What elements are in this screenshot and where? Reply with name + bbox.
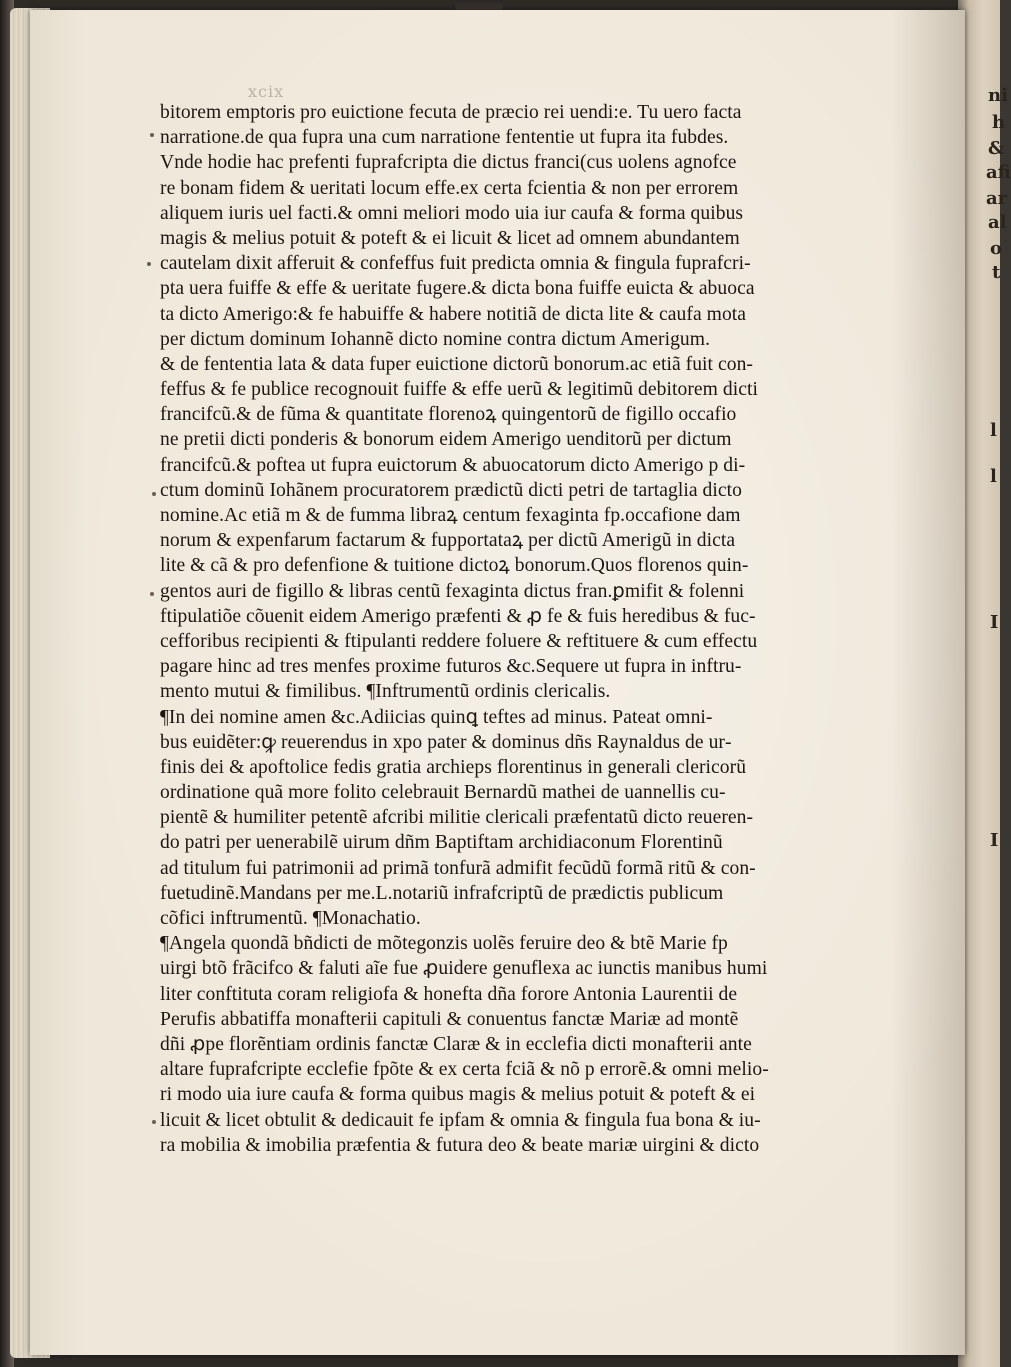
text-line: altare fuprafcripte ecclefie fpõte & ex certa fciã & nõ p errorẽ.& omni melio‑ <box>160 1059 769 1081</box>
text-line: bitorem emptoris pro euictione fecuta de prӕcio rei uendi:e. Tu uero facta <box>160 102 742 123</box>
text-line: ra mobilia & imobilia prӕfentia & futura deo & beate mariӕ uirgini & dicto <box>160 1134 760 1156</box>
body-text <box>160 100 905 1158</box>
text-line: do patri per uenerabilẽ uirum dñm Baptiftam archidiaconum Florentinũ <box>160 832 723 854</box>
facing-glyph: I <box>990 830 999 851</box>
text-line: finis dei & apoftolice fedis gratia archieps florentinus in generali clericorũ <box>160 756 747 778</box>
margin-speck <box>152 1120 156 1124</box>
text-line: narratione.de qua fupra una cum narratione fententie ut fupra ita fubdes. <box>160 127 729 149</box>
text-line: norum & expenfarum factarum & fupportataꝝ per dictũ Amerigũ in dicta <box>160 530 736 552</box>
text-line: ta dicto Amerigo:& fe habuiffe & habere notitiã de dicta lite & caufa mota <box>160 303 747 325</box>
text-line: pta uera fuiffe & effe & ueritate fugere.& dicta bona fuiffe euicta & abuoca <box>160 278 755 300</box>
folio-mark: xcix <box>248 82 285 101</box>
text-line: ri modo uia iure caufa & forma quibus magis & melius potuit & poteft & ei <box>160 1084 756 1106</box>
text-line: ad titulum fui patrimonii ad primã tonfurã admifit fecũdũ formã ritũ & con‑ <box>160 857 756 879</box>
text-line: ne pretii dicti ponderis & bonorum eidem Amerigo uenditorũ per dictum <box>160 429 732 451</box>
text-line: licuit & licet obtulit & dedicauit fe ipfam & omnia & fingula fua bona & iu‑ <box>160 1109 761 1131</box>
text-line: cefforibus recipienti & ftipulanti reddere foluere & reftituere & cum effectu <box>160 630 758 652</box>
text-line: gentos auri de figillo & libras centũ fexaginta dictus fran.ꝑmifit & folenni <box>160 580 745 602</box>
margin-speck <box>152 492 156 496</box>
facing-glyph: t <box>992 262 1001 283</box>
text-line: Perufis abbatiffa monafterii capituli & conuentus fanctӕ Mariӕ ad montẽ <box>160 1008 739 1030</box>
facing-glyph: I <box>990 612 999 633</box>
text-line: pientẽ & humiliter petentẽ afcribi militie clericali prӕfentatũ dicto reueren‑ <box>160 807 754 829</box>
text-line: aliquem iuris uel facti.& omni meliori modo uia iur caufa & forma quibus <box>160 202 744 224</box>
text-line: ¶Angela quondã bñdicti de mõtegonzis uolẽs feruire deo & btẽ Marie fp <box>160 933 728 955</box>
text-line: per dictum dominum Iohannẽ dicto nomine contra dictum Amerigum. <box>160 328 711 350</box>
facing-glyph: ar <box>986 188 1008 209</box>
text-line: francifcũ.& poftea ut fupra euictorum & abuocatorum dicto Amerigo p di‑ <box>160 454 746 476</box>
margin-speck <box>150 133 154 137</box>
facing-glyph: l <box>990 466 997 487</box>
text-line: re bonam fidem & ueritati locum effe.ex certa fcientia & non per errorem <box>160 177 739 199</box>
facing-glyph: h <box>992 112 1006 133</box>
text-line: dñi ꝓpe florẽntiam ordinis fanctӕ Clarӕ & in ecclefia dicti monafterii ante <box>160 1033 752 1055</box>
text-line: nomine.Ac etiã m & de fumma libraꝝ centum fexaginta fp.occafione dam <box>160 505 741 526</box>
text-line: fuetudinẽ.Mandans per me.L.notariũ infrafcriptũ de prӕdictis publicum <box>160 882 724 904</box>
text-line: lite & cã & pro defenfione & tuitione dictoꝝ bonorum.Quos florenos quin‑ <box>160 555 749 577</box>
facing-glyph: o <box>990 238 1003 259</box>
text-line: magis & melius potuit & poteft & ei licuit & licet ad omnem abundantem <box>160 227 740 249</box>
text-line: cõfici inftrumentũ. ¶Monachatio. <box>160 908 421 929</box>
text-line: cautelam dixit afferuit & confeffus fuit predicta omnia & fingula fuprafcri‑ <box>160 253 751 275</box>
text-line: ¶In dei nomine amen &c.Adiicias quinꝗ teftes ad minus. Pateat omni‑ <box>160 706 713 728</box>
text-line: liter conftituta coram religiofa & honefta dña forore Antonia Laurentii de <box>160 983 738 1005</box>
facing-glyph: l <box>990 420 997 441</box>
text-line: Vnde hodie hac prefenti fuprafcripta die dictus franci(cus uolens agnofce <box>160 152 737 174</box>
text-line: & de fententia lata & data fuper euictione dictorũ bonorum.ac etiã fuit con‑ <box>160 353 754 375</box>
facing-glyph: al <box>988 212 1007 233</box>
facing-glyph: afi <box>986 162 1011 183</box>
text-line: mento mutui & fimilibus. ¶Inftrumentũ ordinis clericalis. <box>160 681 611 703</box>
text-line: pagare hinc ad tres menfes proxime futuros &c.Sequere ut fupra in inftru‑ <box>160 656 742 678</box>
margin-speck <box>150 592 154 596</box>
text-line: ordinatione quã more folito celebrauit Bernardũ mathei de uannellis cu‑ <box>160 782 726 804</box>
text-line: ctum dominũ Iohãnem procuratorem prӕdictũ dicti petri de tartaglia dicto <box>160 479 742 501</box>
facing-glyph: ni <box>988 85 1008 106</box>
text-line: francifcũ.& de fũma & quantitate florenoꝝ quingentorũ de figillo occafio <box>160 404 737 426</box>
text-line: bus euidẽter:ꝙ reuerendus in xpo pater & dominus dñs Raynaldus de ur‑ <box>160 731 732 753</box>
text-line: ftipulatiõe cõuenit eidem Amerigo prӕfenti & ꝓ fe & fuis heredibus & fuc‑ <box>160 605 756 627</box>
text-line: uirgi btõ frãcifco & faluti aĩe fue ꝓuidere genuflexa ac iunctis manibus humi <box>160 958 768 980</box>
facing-glyph: & <box>988 138 1005 159</box>
text-line: feffus & fe publice recognouit fuiffe & effe uerũ & legitimũ debitorem dicti <box>160 379 758 401</box>
margin-speck <box>147 262 151 266</box>
